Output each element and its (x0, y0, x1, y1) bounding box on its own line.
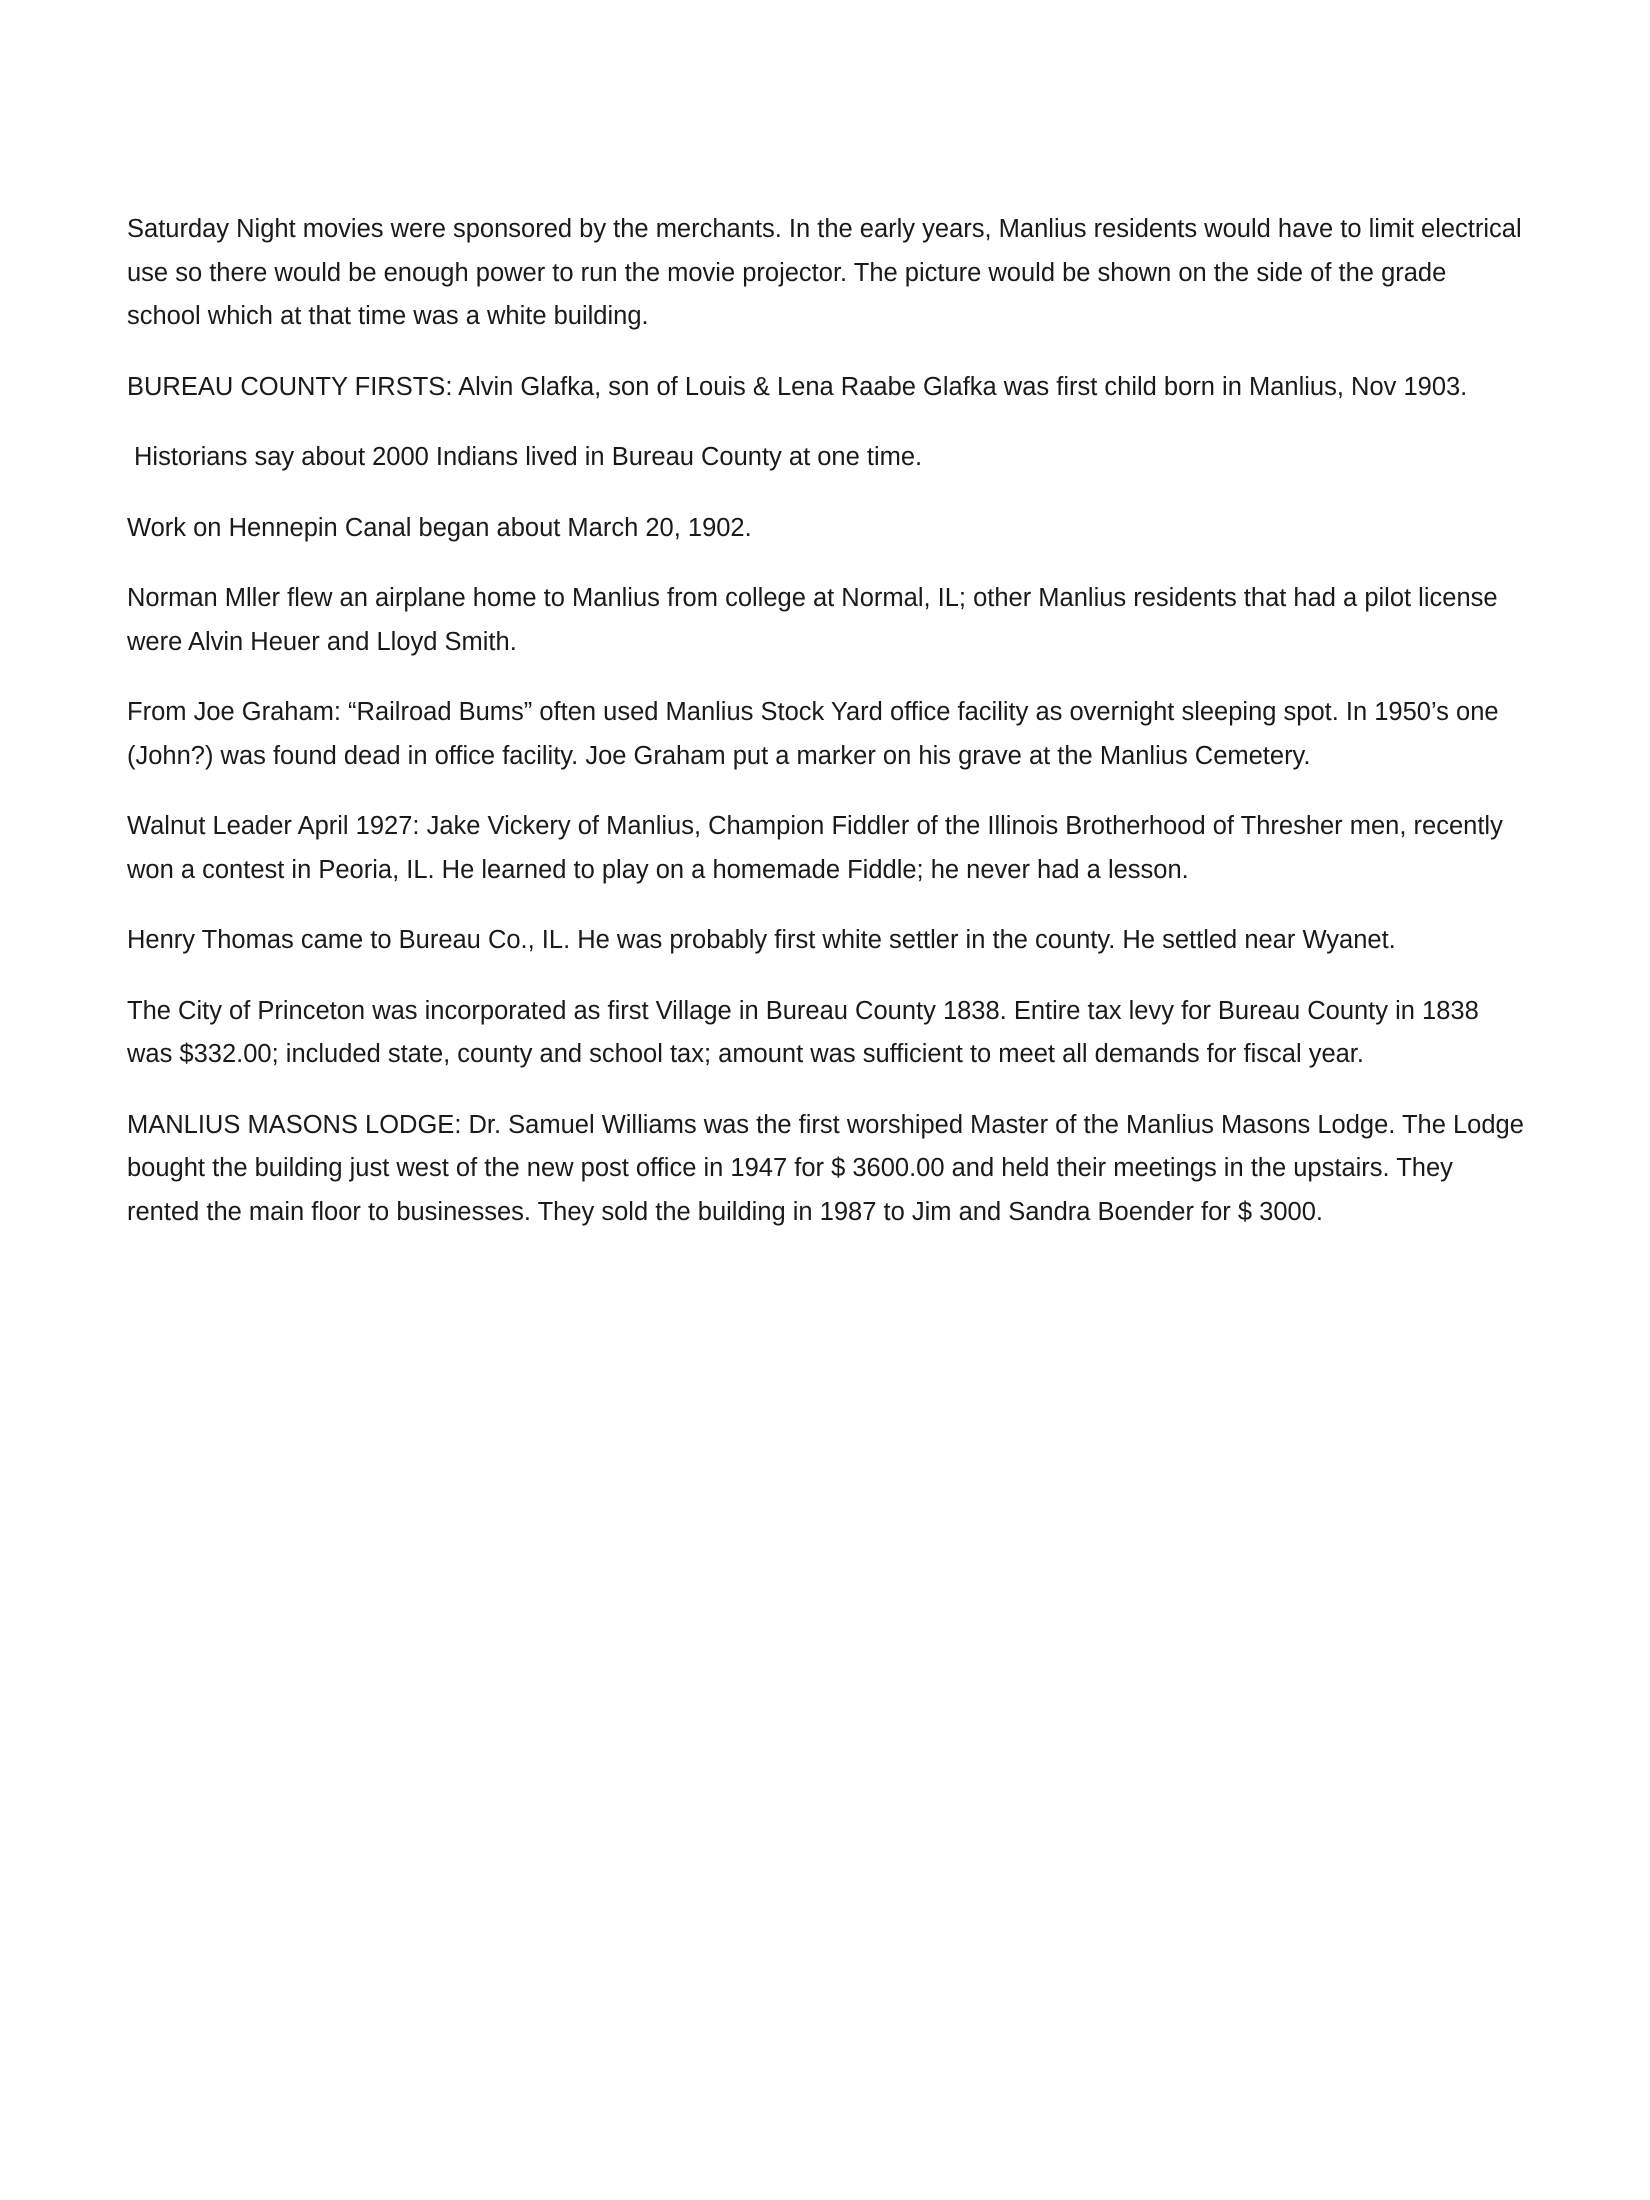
paragraph-indians: Historians say about 2000 Indians lived in Bureau County at one time. (134, 443, 923, 471)
paragraph-saturday-movies: Saturday Night movies were sponsored by the merchants. In the early years, Manlius residents would have to limit electrical use so there would be enough power to run the movie projector. The picture would be shown on the side of the grade school which at that time was a white building. (127, 215, 1522, 330)
paragraph-princeton: The City of Princeton was incorporated as first Village in Bureau County 1838. Entire tax levy for Bureau County in 1838 was $332.00; included state, county and school tax; amount was sufficient to meet all demands for fiscal year. (127, 996, 1479, 1068)
paragraph-joe-graham: From Joe Graham: “Railroad Bums” often used Manlius Stock Yard office facility as overnight sleeping spot. In 1950’s one (John?) was found dead in office facility. Joe Graham put a marker on his grave at the Manlius Cemetery. (127, 698, 1499, 770)
paragraph-masons-lodge: MANLIUS MASONS LODGE: Dr. Samuel Williams was the first worshiped Master of the Manlius Masons Lodge. The Lodge bought the building just west of the new post office in 1947 for $ 3600.00 and held their meetings in the upstairs. They rented the main floor to businesses. They sold the building in 1987 to Jim and Sandra Boender for $ 3000. (127, 1110, 1524, 1226)
document-body (127, 208, 1527, 1261)
paragraph-bureau-county-firsts: BUREAU COUNTY FIRSTS: Alvin Glafka, son of Louis & Lena Raabe Glafka was first child born in Manlius, Nov 1903. (127, 372, 1468, 401)
paragraph-norman-miller: Norman Mller flew an airplane home to Manlius from college at Normal, IL; other Manlius residents that had a pilot license were Alvin Heuer and Lloyd Smith. (127, 584, 1498, 656)
paragraph-walnut-leader: Walnut Leader April 1927: Jake Vickery of Manlius, Champion Fiddler of the Illinois Brotherhood of Thresher men, recently won a contest in Peoria, IL. He learned to play on a homemade Fiddle; he never had a lesson. (127, 812, 1503, 884)
paragraph-henry-thomas: Henry Thomas came to Bureau Co., IL. He was probably first white settler in the county. He settled near Wyanet. (127, 926, 1396, 954)
paragraph-hennepin-canal: Work on Hennepin Canal began about March 20, 1902. (127, 513, 752, 542)
